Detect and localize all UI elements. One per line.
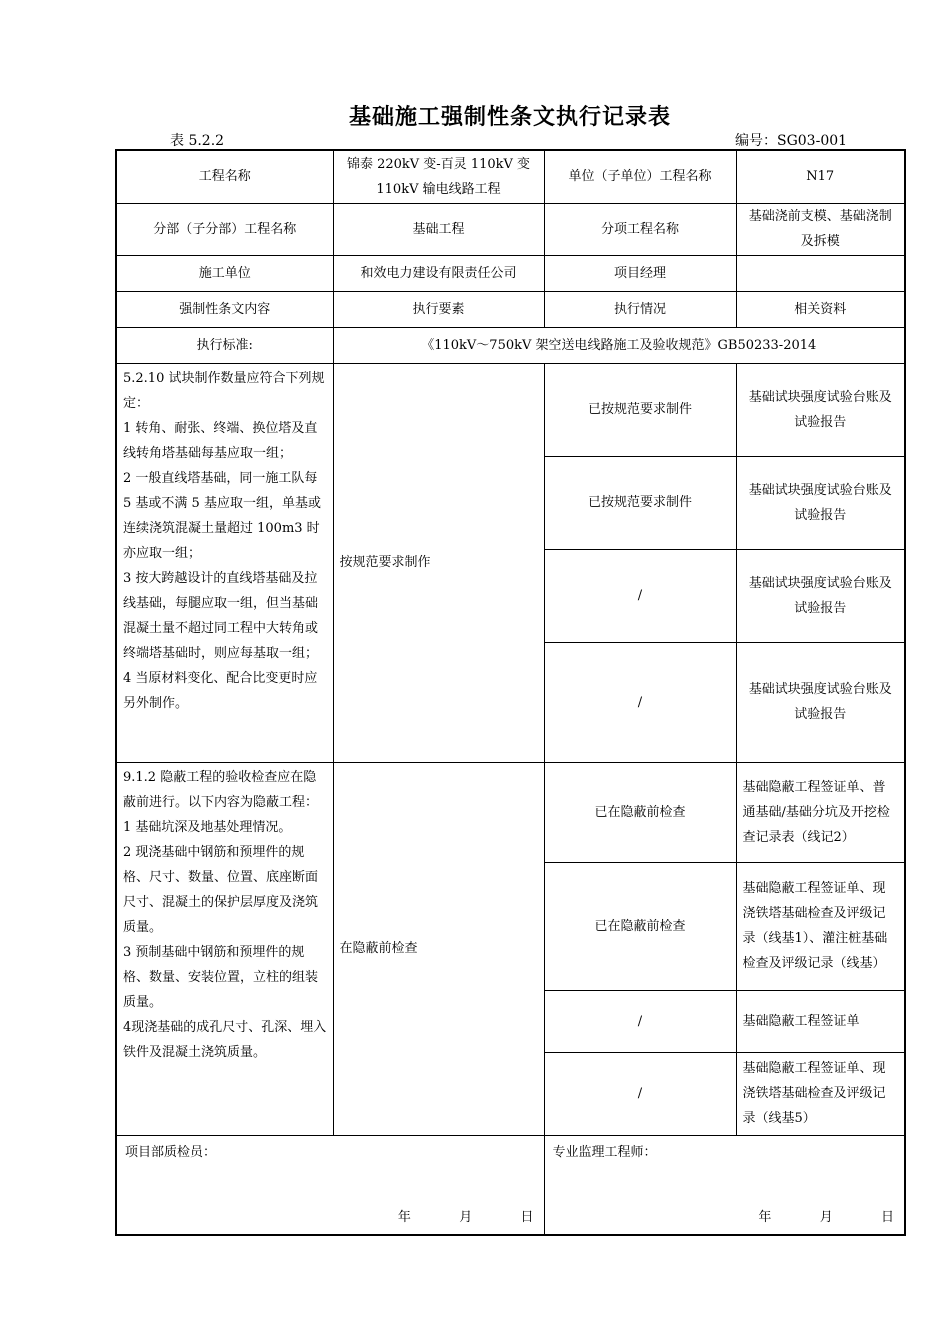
inspector-date-year: 年 xyxy=(397,1210,411,1225)
section1-element: 按规范要求制作 xyxy=(333,363,544,762)
manager-label: 项目经理 xyxy=(544,255,736,291)
section1-docs: 基础试块强度试验台账及试验报告 xyxy=(736,456,905,549)
supervisor-label: 专业监理工程师： xyxy=(552,1144,657,1160)
supervisor-date-month: 月 xyxy=(819,1210,833,1225)
contractor-label: 施工单位 xyxy=(116,255,333,291)
column-header-element: 执行要素 xyxy=(333,291,544,327)
contractor-row xyxy=(116,255,905,291)
section2-status: 已在隐蔽前检查 xyxy=(544,762,736,862)
inspector-date-month: 月 xyxy=(459,1210,473,1225)
supervisor-date-day: 日 xyxy=(880,1210,894,1225)
section1-docs: 基础试块强度试验台账及试验报告 xyxy=(736,363,905,456)
division-value: 基础工程 xyxy=(333,203,544,255)
supervisor-signature-cell xyxy=(544,1135,905,1235)
unit-label: 单位（子单位）工程名称 xyxy=(544,150,736,203)
section2-clause xyxy=(116,762,333,1135)
section2-docs: 基础隐蔽工程签证单、现浇铁塔基础检查及评级记录（线基5） xyxy=(736,1052,905,1135)
section2-status: 已在隐蔽前检查 xyxy=(544,862,736,990)
inspector-signature-cell xyxy=(116,1135,544,1235)
section1-status: / xyxy=(544,549,736,642)
unit-value: N17 xyxy=(736,150,905,203)
inspector-date-day: 日 xyxy=(520,1210,534,1225)
contractor-value: 和效电力建设有限责任公司 xyxy=(333,255,544,291)
section1-docs: 基础试块强度试验台账及试验报告 xyxy=(736,549,905,642)
division-label: 分部（子分部）工程名称 xyxy=(116,203,333,255)
section1-row xyxy=(116,363,905,456)
supervisor-date-year: 年 xyxy=(758,1210,772,1225)
section2-docs: 基础隐蔽工程签证单、普通基础/基础分坑及开挖检查记录表（线记2） xyxy=(736,762,905,862)
section2-clause-text: 9.1.2 隐蔽工程的验收检查应在隐蔽前进行。以下内容为隐蔽工程： 1 基础坑深及地基处理情况。 2 现浇基础中钢筋和预埋件的规格、尺寸、数量、位置、底座断面尺寸、混凝土的保护层厚度及浇筑质量。 3 预制基础中钢筋和预埋件的规格、数量、安装位置，立柱的组装质量。 4现浇基础的成孔尺寸、孔深、埋入铁件及混凝土浇筑质量。 xyxy=(123,769,327,1060)
column-header-docs: 相关资料 xyxy=(736,291,905,327)
page-title: 基础施工强制性条文执行记录表 xyxy=(348,104,671,130)
section2-element: 在隐蔽前检查 xyxy=(333,762,544,1135)
project-name-value: 锦泰 220kV 变-百灵 110kV 变 110kV 输电线路工程 xyxy=(333,150,544,203)
section2-status: / xyxy=(544,990,736,1052)
manager-value xyxy=(736,255,905,291)
division-row xyxy=(116,203,905,255)
column-header-clause: 强制性条文内容 xyxy=(116,291,333,327)
column-header-row xyxy=(116,291,905,327)
section2-docs: 基础隐蔽工程签证单 xyxy=(736,990,905,1052)
supervisor-date xyxy=(758,1205,894,1230)
record-table xyxy=(115,149,906,1236)
form-number: 表 5.2.2 xyxy=(170,133,225,149)
section1-status: 已按规范要求制件 xyxy=(544,363,736,456)
inspector-date xyxy=(398,1205,534,1230)
standard-value: 《110kV～750kV 架空送电线路施工及验收规范》GB50233-2014 xyxy=(333,327,905,363)
section1-docs: 基础试块强度试验台账及试验报告 xyxy=(736,642,905,762)
standard-label: 执行标准: xyxy=(116,327,333,363)
section2-status: / xyxy=(544,1052,736,1135)
project-name-label: 工程名称 xyxy=(116,150,333,203)
section1-clause xyxy=(116,363,333,762)
document-number: 编号：SG03-001 xyxy=(735,133,848,149)
section2-row xyxy=(116,762,905,862)
section1-status: / xyxy=(544,642,736,762)
project-row xyxy=(116,150,905,203)
section1-clause-text: 5.2.10 试块制作数量应符合下列规定： 1 转角、耐张、终端、换位塔及直线转角塔基础每基应取一组； 2 一般直线塔基础，同一施工队每 5 基或不满 5 基应取一组，单基或连续浇筑混凝土量超过 100m3 时亦应取一组； 3 按大跨越设计的直线塔基础及拉线基础，每腿应取一组，但当基础混凝土量不超过同工程中大转角或终端塔基础时，则应每基取一组； 4 当原材料变化、配合比变更时应另外制作。 xyxy=(123,370,325,711)
signature-row xyxy=(116,1135,905,1235)
standard-row xyxy=(116,327,905,363)
item-label: 分项工程名称 xyxy=(544,203,736,255)
section1-status: 已按规范要求制件 xyxy=(544,456,736,549)
item-value: 基础浇前支模、基础浇制及拆模 xyxy=(736,203,905,255)
section2-docs: 基础隐蔽工程签证单、现浇铁塔基础检查及评级记录（线基1）、灌注桩基础检查及评级记录（线基） xyxy=(736,862,905,990)
inspector-label: 项目部质检员： xyxy=(125,1144,217,1160)
column-header-status: 执行情况 xyxy=(544,291,736,327)
